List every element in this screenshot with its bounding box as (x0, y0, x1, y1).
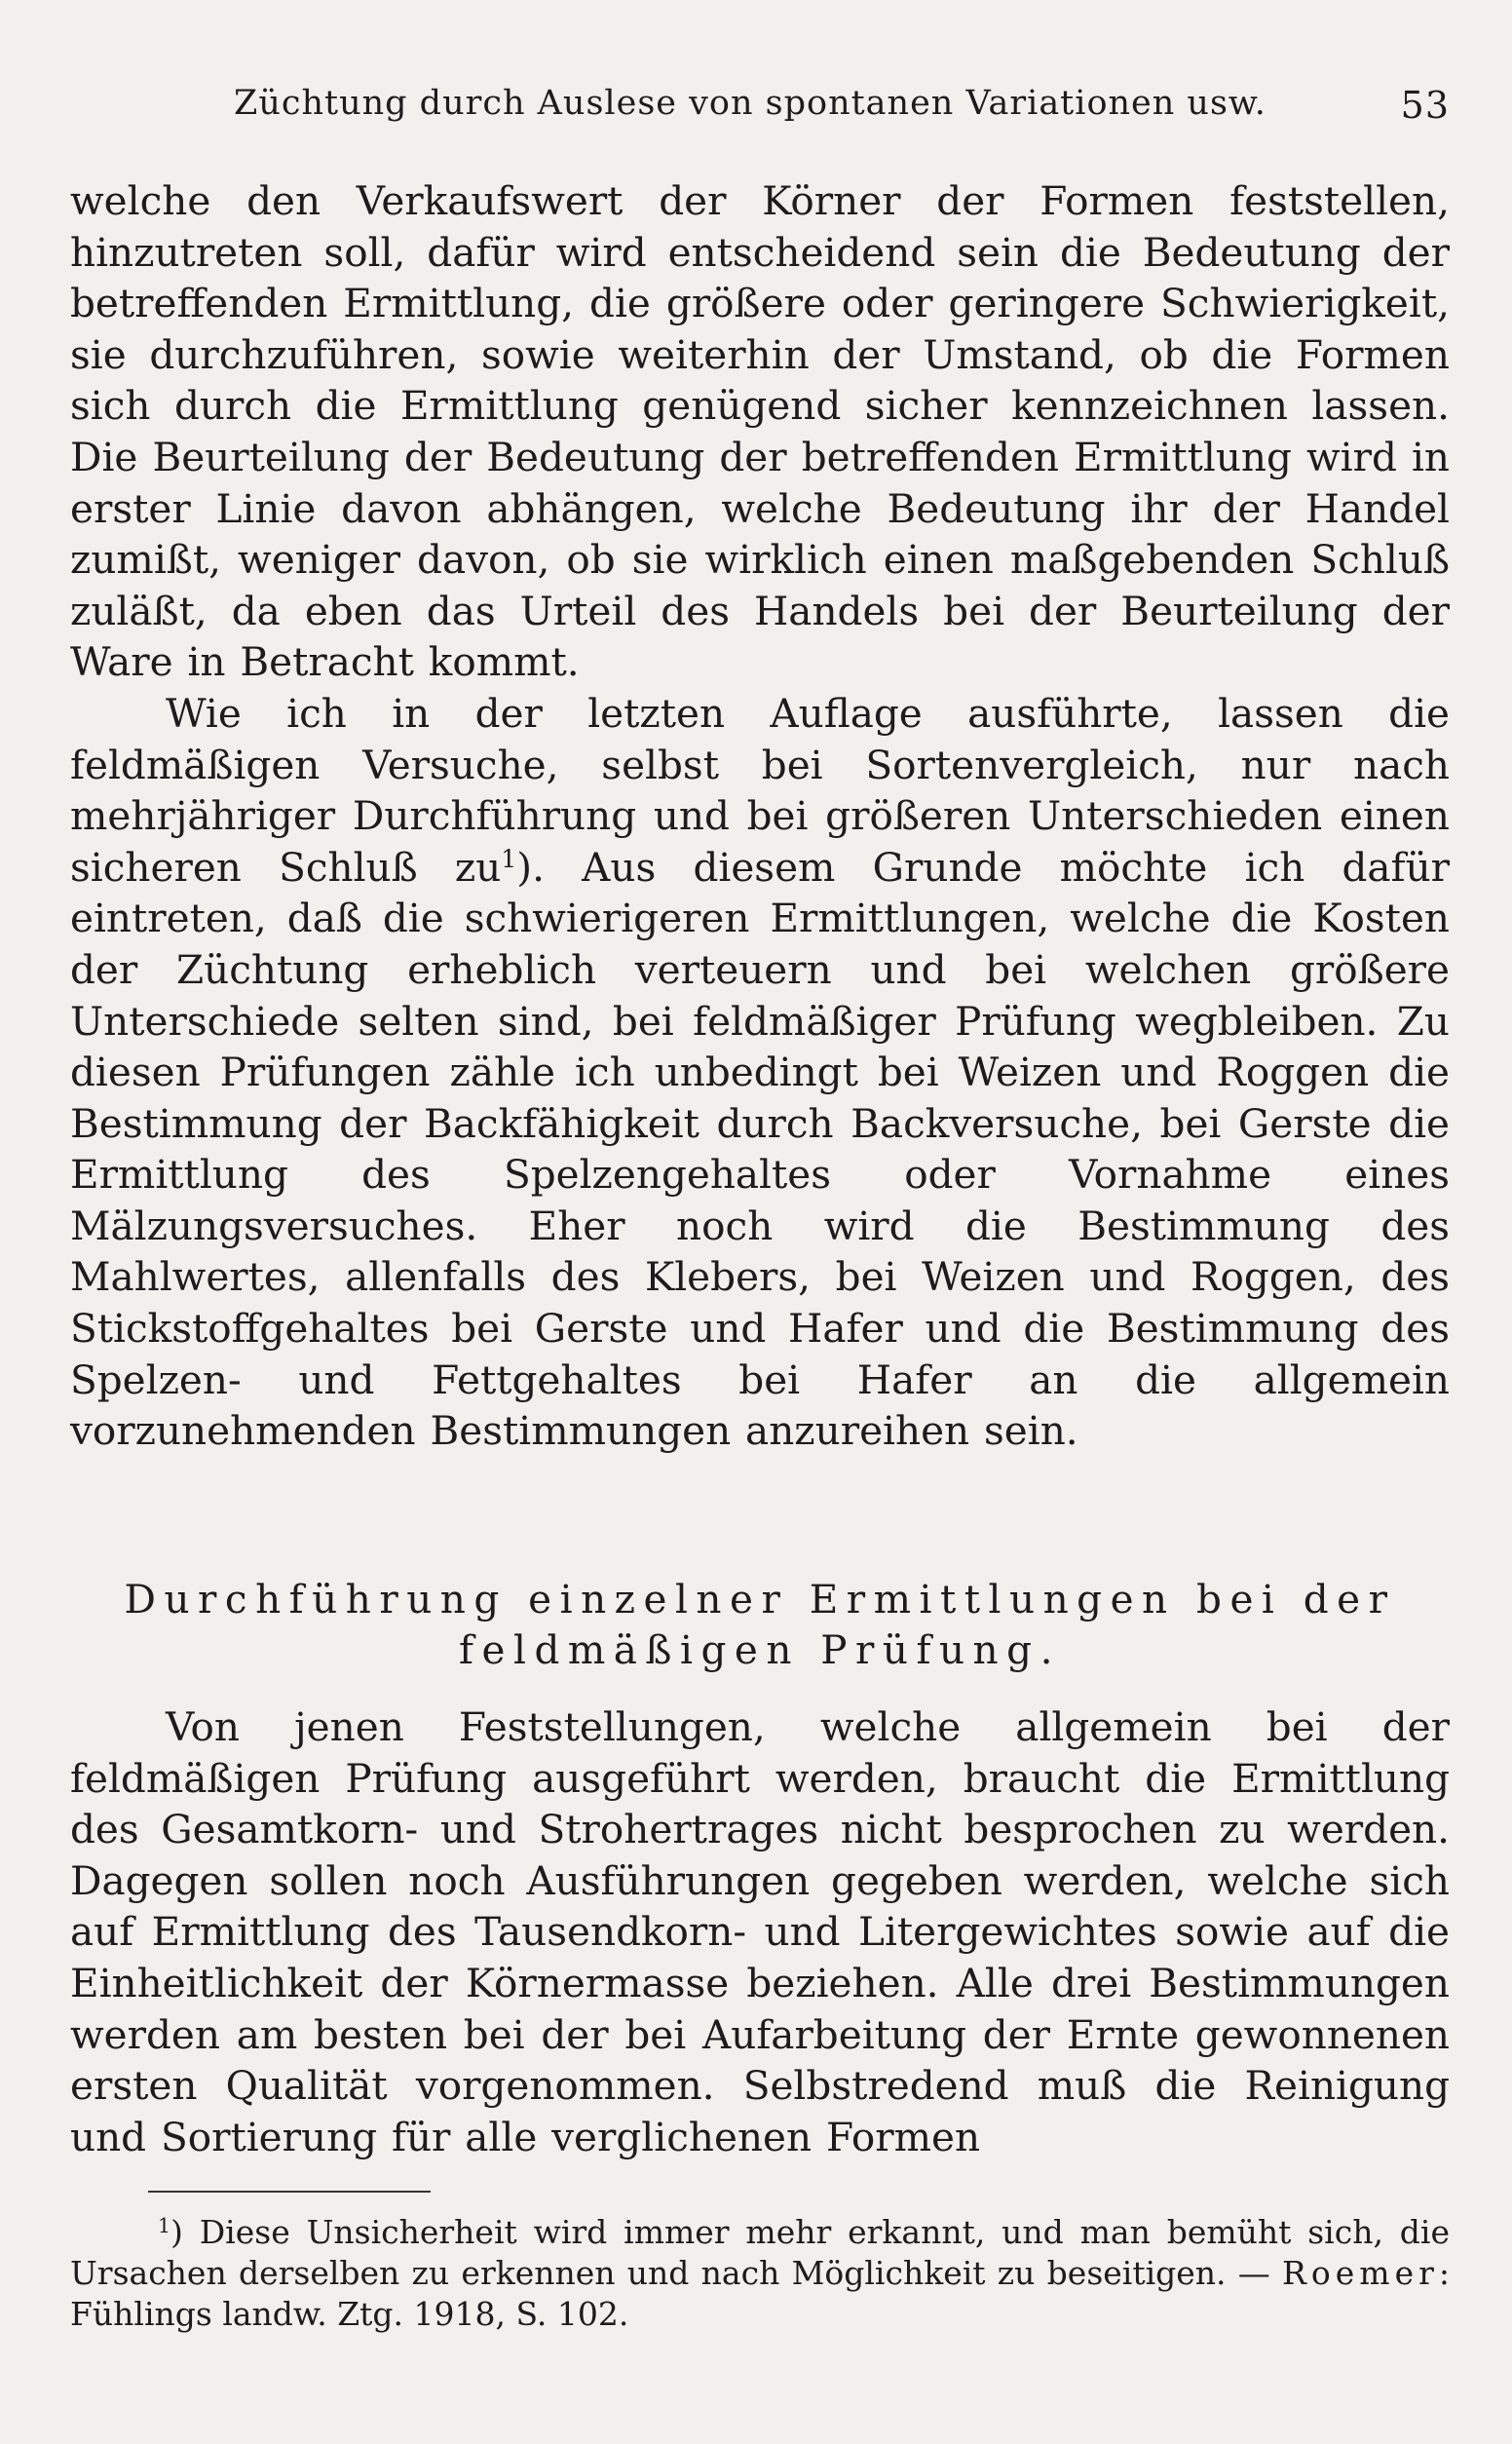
section-heading-line-2: feldmäßigen Prüfung. (459, 1626, 1061, 1673)
footnote (70, 2212, 1450, 2335)
footnote-author: Roemer (1282, 2254, 1439, 2292)
section-heading (70, 1574, 1450, 1675)
paragraph-text-after-note: ). Aus diesem Grunde möchte ich dafür eintreten, daß die schwierigeren Ermittlungen, welche die Kosten der Züchtung erheblich verteuern und bei welchen größere Unterschiede selten sind, bei feldmäßiger Prüfung wegbleiben. Zu diesen Prüfungen zähle ich unbedingt bei Weizen und Roggen die Bestimmung der Backfähigkeit durch Backversuche, bei Gerste die Ermittlung des Spelzengehaltes oder Vornahme eines Mälzungsversuches. Eher noch wird die Bestimmung des Mahlwertes, allenfalls des Klebers, bei Weizen und Roggen, des Stickstoffgehaltes bei Gerste und Hafer und die Bestimmung des Spelzen- und Fettgehaltes bei Hafer an die allgemein vorzunehmenden Bestimmungen anzureihen sein. (70, 843, 1451, 1455)
paragraph-continued: welche den Verkaufswert der Körner der Formen feststellen, hinzutreten soll, dafür wird entscheidend sein die Bedeutung der betreffenden Ermittlung, die größere oder geringere Schwierigkeit, sie durchzuführen, sowie weiterhin der Umstand, ob die Formen sich durch die Ermittlung genügend sicher kennzeichnen lassen. Die Beurteilung der Bedeutung der betreffenden Ermittlung wird in erster Linie davon abhängen, welche Bedeutung ihr der Handel zumißt, weniger davon, ob sie wirklich einen maßgebenden Schluß zuläßt, da eben das Urteil des Handels bei der Beurteilung der Ware in Betracht kommt. (70, 177, 1450, 686)
book-page (70, 0, 1450, 2444)
footnote-reference[interactable]: 1 (501, 844, 517, 873)
footnote-divider (148, 2191, 431, 2193)
footnote-text-before: ) Diese Unsicherheit wird immer mehr erkannt, und man bemüht sich, die Ursachen derselben zu erkennen und nach Möglichkeit zu beseitigen. — (70, 2213, 1450, 2292)
running-head (70, 84, 1450, 133)
page-number: 53 (1400, 84, 1450, 127)
section-paragraph: Von jenen Feststellungen, welche allgemein bei der feldmäßigen Prüfung ausgeführt werden, braucht die Ermittlung des Gesamtkorn- und Strohertrages nicht besprochen zu werden. Dagegen sollen noch Ausführungen gegeben werden, welche sich auf Ermittlung des Tausendkorn- und Litergewichtes sowie auf die Einheitlichkeit der Körnermasse beziehen. Alle drei Bestimmungen werden am besten bei der bei Aufarbeitung der Ernte gewonnenen ersten Qualität vorgenommen. Selbstredend muß die Reinigung und Sortierung für alle verglichenen Formen (70, 1703, 1450, 2160)
paragraph-text-before-note: Wie ich in der letzten Auflage ausführte, lassen die feldmäßigen Versuche, selbst bei Sortenvergleich, nur nach mehrjähriger Durchführung und bei größeren Unterschieden einen sicheren Schluß zu (70, 689, 1450, 891)
paragraph-feldmaessige-versuche (70, 688, 1450, 1457)
footnote-text-after: : Fühlings landw. Ztg. 1918, S. 102. (70, 2254, 1450, 2333)
footnote-mark: 1 (158, 2213, 171, 2237)
body-text (70, 175, 1450, 1457)
section-heading-line-1: Durchführung einzelner Ermittlungen bei der (124, 1576, 1396, 1623)
running-title: Züchtung durch Auslese von spontanen Variationen usw. (234, 84, 1266, 123)
